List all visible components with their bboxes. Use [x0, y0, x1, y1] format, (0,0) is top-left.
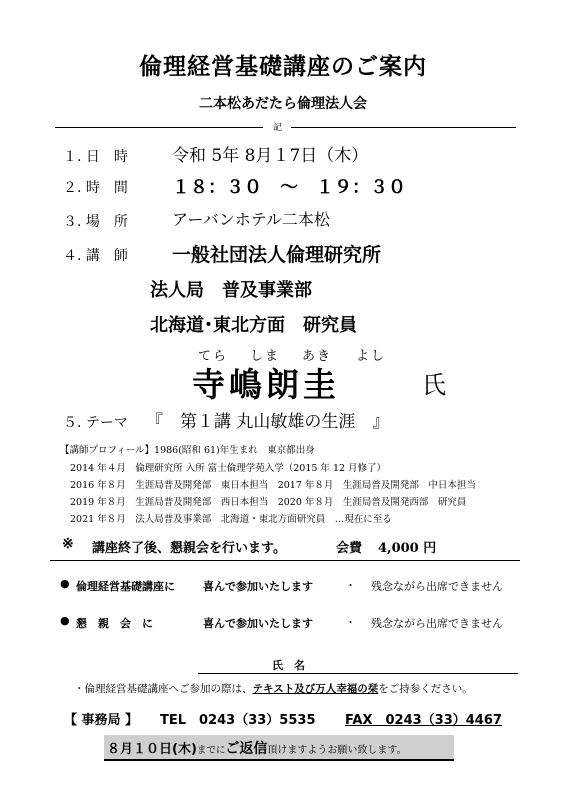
fee-value: 4,000 円 — [378, 541, 437, 556]
time-label: ２. 時 間 — [63, 180, 128, 196]
rsvp-label-lecture: 倫理経営基礎講座に — [76, 580, 175, 593]
rsvp-separator: ・ — [345, 579, 356, 592]
profile-line: 2014 年４月 倫理研究所 入所 富士倫理学苑入学（2015 年 12 月修了） — [70, 463, 387, 474]
section-divider — [50, 560, 520, 561]
time-value: １８：３０ ～ １９：３０ — [172, 177, 406, 198]
organizer-name: 二本松あだたら倫理法人会 — [199, 96, 367, 112]
ki-mark: 記 — [273, 123, 283, 133]
divider-left — [55, 127, 263, 128]
lecturer-honorific: 氏 — [422, 371, 446, 399]
office-fax: FAX 0243（33）4467 — [345, 713, 502, 728]
lecturer-position: 北海道･東北方面 研究員 — [150, 315, 357, 336]
bring-items: テキスト及び万人幸福の栞 — [252, 683, 379, 695]
theme-label: ５. テーマ — [63, 415, 128, 431]
lecturer-org: 一般社団法人倫理研究所 — [172, 244, 382, 266]
name-ruby-4: よし — [356, 349, 387, 364]
theme-value: 『 第１講 丸山敏雄の生涯 』 — [146, 412, 390, 432]
profile-line: 2016 年８月 生涯局普及開発部 東日本担当 2017 年８月 生涯局普及開発部 中日本担当 — [70, 480, 476, 491]
rsvp-separator: ・ — [345, 616, 356, 629]
rsvp-bullet: ● — [60, 614, 70, 627]
lecturer-name: 寺嶋朗圭 — [192, 365, 340, 404]
page-title: 倫理経営基礎講座のご案内 — [139, 53, 427, 80]
reply-deadline: ８月１０日(木)までにご返信頂けますようお願い致します。 — [107, 741, 407, 757]
place-label: ３. 場 所 — [63, 214, 128, 230]
name-ruby-3: あき — [302, 349, 333, 364]
name-ruby-2: しま — [250, 349, 281, 364]
rsvp-decline-party[interactable]: 残念ながら出席できません — [371, 617, 503, 630]
office-tel: TEL 0243（33）5535 — [160, 713, 316, 728]
signature-line[interactable] — [198, 673, 518, 674]
date-value: 令和 5年 8月１7日（木） — [172, 146, 369, 166]
note-mark: ※ — [62, 536, 74, 552]
divider-right — [291, 127, 516, 128]
profile-line: 2019 年８月 生涯局普及開発部 西日本担当 2020 年８月 生涯局普及開発西部 研究員 — [70, 497, 467, 508]
fee-label: 会費 — [336, 541, 363, 556]
rsvp-decline-lecture[interactable]: 残念ながら出席できません — [371, 580, 503, 593]
bring-notice: ・倫理経営基礎講座へご参加の際は、テキスト及び万人幸福の栞をご持参ください。 — [74, 683, 473, 695]
name-ruby-1: てら — [198, 349, 229, 364]
note-text: 講座終了後、懇親会を行います。 — [92, 541, 286, 556]
rsvp-label-party: 懇 親 会 に — [76, 617, 153, 630]
rsvp-attend-lecture[interactable]: 喜んで参加いたします — [203, 580, 313, 593]
place-value: アーバンホテル二本松 — [172, 210, 330, 229]
rsvp-attend-party[interactable]: 喜んで参加いたします — [203, 617, 313, 630]
date-label: １. 日 時 — [63, 149, 128, 165]
profile-line: 2021 年８月 法人局普及事業部 北海道・東北方面研究員 …現在に至る — [70, 514, 392, 525]
lecturer-label: ４. 講 師 — [63, 248, 128, 264]
office-label: 【 事務局 】 — [64, 713, 139, 728]
lecturer-dept: 法人局 普及事業部 — [150, 280, 312, 301]
rsvp-bullet: ● — [60, 577, 70, 590]
signature-label: 氏 名 — [272, 659, 305, 672]
profile-header: 【講師プロフィール】1986(昭和 61)年生まれ 東京都出身 — [60, 445, 315, 456]
